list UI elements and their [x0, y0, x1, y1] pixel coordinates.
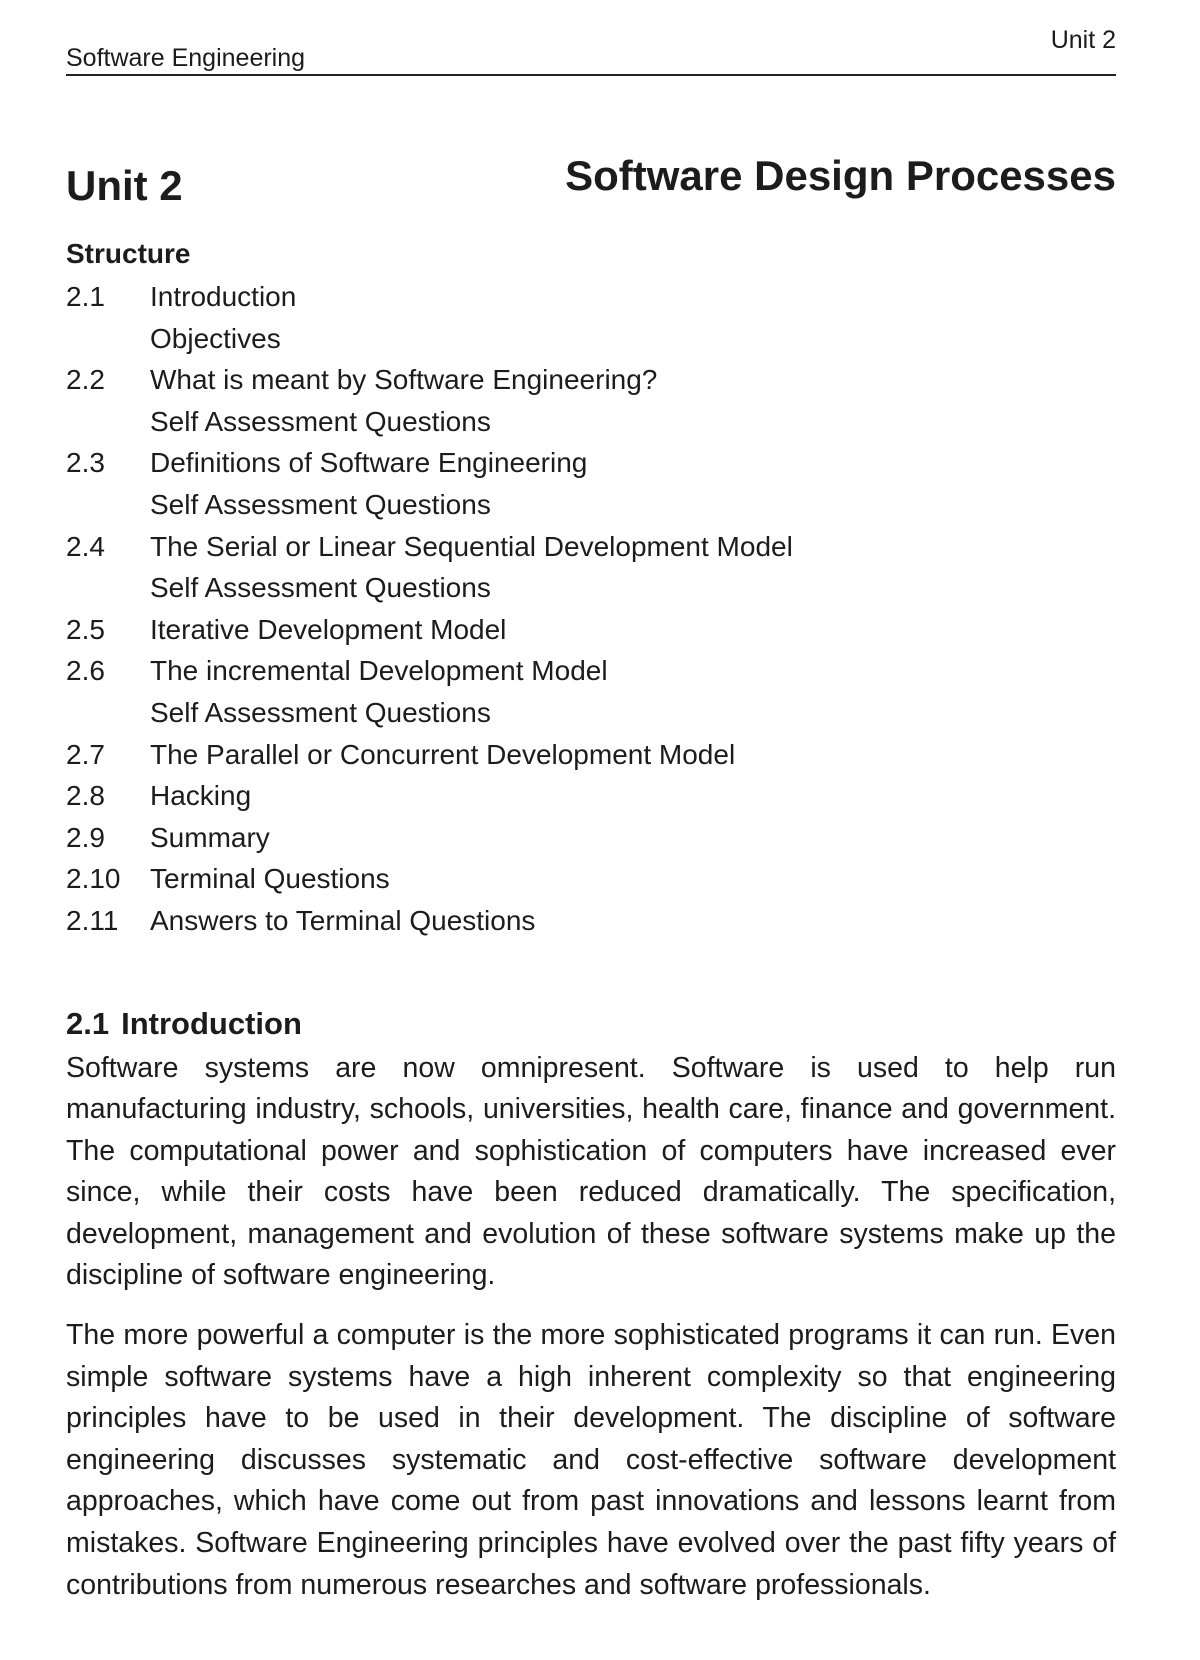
- structure-item-text: Hacking: [150, 780, 252, 812]
- section-number: 2.1: [66, 1005, 110, 1041]
- structure-item-number: 2.10: [66, 863, 121, 895]
- structure-item: [66, 734, 1116, 776]
- structure-item-text: Summary: [150, 821, 270, 853]
- structure-item-number: [66, 484, 150, 526]
- structure-item-text: Definitions of Software Engineering: [150, 447, 588, 479]
- structure-item: [66, 442, 1116, 484]
- unit-title: Software Design Processes: [565, 152, 1116, 199]
- unit-label: Unit 2: [66, 162, 183, 209]
- structure-item-text: Answers to Terminal Questions: [150, 904, 536, 936]
- structure-item: [66, 609, 1116, 651]
- unit-tag: Unit 2: [1050, 26, 1116, 54]
- structure-item-text: Self Assessment Questions: [150, 488, 491, 520]
- structure-item: [66, 401, 1116, 443]
- running-header: [66, 22, 1116, 76]
- structure-item-number: 2.2: [66, 364, 105, 396]
- structure-heading: Structure: [66, 238, 191, 269]
- section-heading: [66, 1006, 1116, 1042]
- structure-item-text: Self Assessment Questions: [150, 696, 491, 728]
- structure-item: [66, 359, 1116, 401]
- structure-item-text: Introduction: [150, 281, 297, 312]
- structure-list: [66, 276, 1116, 942]
- paragraph: Software systems are now omnipresent. Software is used to help run manufacturing industry, schools, universities, health care, finance and government. The computational power and sophistication of computers have increased ever since, while their costs have been reduced dramatically. The specification, development, management and evolution of these software systems make up the discipline of software engineering.: [66, 1051, 1116, 1292]
- paragraph: The more powerful a computer is the more sophisticated programs it can run. Even simple software systems have a high inherent complexity so that engineering principles have to be used in their development. The discipline of software engineering discusses systematic and cost-effective software development approaches, which have come out from past innovations and lessons learnt from mistakes. Software Engineering principles have evolved over the past fifty years of contributions from numerous researches and software professionals.: [66, 1319, 1116, 1601]
- structure-item-text: Iterative Development Model: [150, 613, 507, 645]
- structure-item-text: Objectives: [150, 322, 281, 354]
- structure-item-text: Self Assessment Questions: [150, 572, 491, 604]
- structure-item-number: [66, 567, 150, 609]
- structure-item-number: 2.8: [66, 780, 105, 812]
- structure-item-number: [66, 692, 150, 734]
- structure-item: [66, 567, 1116, 609]
- structure-item-number: [66, 318, 150, 360]
- structure-item: [66, 817, 1116, 859]
- structure-item-text: Self Assessment Questions: [150, 405, 491, 437]
- structure-item: [66, 650, 1116, 692]
- structure-item-number: 2.6: [66, 655, 105, 687]
- structure-item: [66, 484, 1116, 526]
- structure-item: [66, 276, 1116, 318]
- structure-item: [66, 692, 1116, 734]
- structure-item-text: The Serial or Linear Sequential Development Model: [150, 530, 793, 562]
- structure-item-number: 2.5: [66, 613, 105, 645]
- book-title: Software Engineering: [66, 44, 306, 72]
- structure-item-number: 2.1: [66, 281, 105, 312]
- section-title: Introduction: [121, 1005, 302, 1041]
- structure-item-number: 2.9: [66, 821, 105, 853]
- structure-item-text: What is meant by Software Engineering?: [150, 364, 658, 396]
- structure-item: [66, 526, 1116, 568]
- document-page: [66, 22, 1116, 1606]
- structure-item: [66, 775, 1116, 817]
- structure-item-number: [66, 401, 150, 443]
- structure-item-number: 2.3: [66, 447, 105, 479]
- structure-item-number: 2.7: [66, 738, 105, 770]
- structure-item: [66, 318, 1116, 360]
- structure-item-text: The Parallel or Concurrent Development Model: [150, 738, 736, 770]
- structure-item-number: 2.4: [66, 530, 105, 562]
- structure-item: [66, 900, 1116, 942]
- structure-item-text: The incremental Development Model: [150, 655, 608, 687]
- structure-item: [66, 858, 1116, 900]
- unit-title-row: [66, 144, 1116, 234]
- structure-item-text: Terminal Questions: [150, 863, 390, 895]
- structure-item-number: 2.11: [66, 904, 119, 936]
